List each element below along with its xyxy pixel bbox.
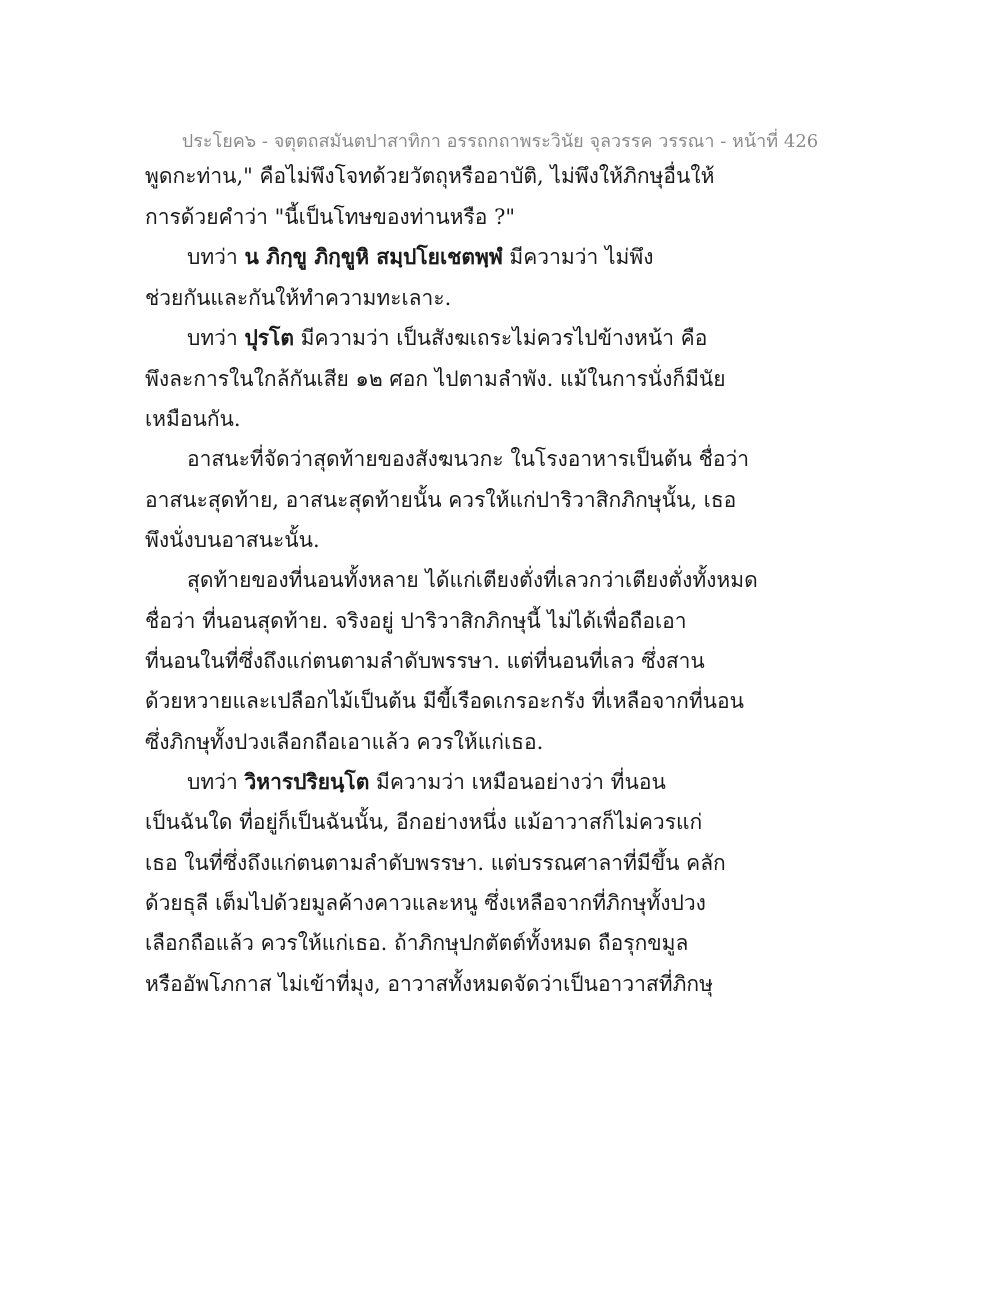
text-line: สุดท้ายของที่นอนทั้งหลาย ได้แก่เตียงตั่งที่เลวกว่าเตียงตั่งทั้งหมด xyxy=(187,568,758,592)
text-line: ชื่อว่า ที่นอนสุดท้าย. จริงอยู่ ปาริวาสิกภิกษุนี้ ไม่ได้เพื่อถือเอา xyxy=(145,609,687,633)
text-line: พูดกะท่าน," คือไม่พึงโจทด้วยวัตถุหรืออาบัติ, ไม่พึงให้ภิกษุอื่นให้ xyxy=(145,164,715,188)
text-line: ซึ่งภิกษุทั้งปวงเลือกถือเอาแล้ว ควรให้แก่เธอ. xyxy=(145,730,544,754)
text-line: เธอ ในที่ซึ่งถึงแก่ตนตามลำดับพรรษา. แต่บรรณศาลาที่มีขึ้น คลัก xyxy=(145,851,726,875)
bold-term: วิหารปริยนฺโต xyxy=(244,769,370,794)
text-line: อาสนะสุดท้าย, อาสนะสุดท้ายนั้น ควรให้แก่ปาริวาสิกภิกษุนั้น, เธอ xyxy=(145,488,737,512)
page-header: ประโยค๖ - จตุตถสมันตปาสาทิกา อรรถกถาพระวินัย จุลวรรค วรรณา - หน้าที่ 426 xyxy=(181,131,819,152)
text-line: ช่วยกันและกันให้ทำความทะเลาะ. xyxy=(145,286,452,310)
text-line: ที่นอนในที่ซึ่งถึงแก่ตนตามลำดับพรรษา. แต่ที่นอนที่เลว ซึ่งสาน xyxy=(145,649,705,673)
text-line: ด้วยหวายและเปลือกไม้เป็นต้น มีขี้เรือดเกรอะกรัง ที่เหลือจากที่นอน xyxy=(145,689,745,713)
text-line: เป็นฉันใด ที่อยู่ก็เป็นฉันนั้น, อีกอย่างหนึ่ง แม้อาวาสก็ไม่ควรแก่ xyxy=(145,810,703,834)
text-line: อาสนะที่จัดว่าสุดท้ายของสังฆนวกะ ในโรงอาหารเป็นต้น ชื่อว่า xyxy=(187,447,750,471)
text-line: เหมือนกัน. xyxy=(145,407,241,431)
text-line: ด้วยธุลี เต็มไปด้วยมูลค้างคาวและหนู ซึ่งเหลือจากที่ภิกษุทั้งปวง xyxy=(145,891,706,915)
text-line: เลือกถือแล้ว ควรให้แก่เธอ. ถ้าภิกษุปกตัตต์ทั้งหมด ถือรุกขมูล xyxy=(145,931,689,955)
text-line: การด้วยคำว่า "นี้เป็นโทษของท่านหรือ ?" xyxy=(145,205,516,229)
bold-term: น ภิกฺขู ภิกฺขูหิ สมฺปโยเชตพฺพํ xyxy=(244,244,503,269)
text-line: บทว่า น ภิกฺขู ภิกฺขูหิ สมฺปโยเชตพฺพํ มีความว่า ไม่พึง xyxy=(187,244,654,269)
text-line: บทว่า วิหารปริยนฺโต มีความว่า เหมือนอย่างว่า ที่นอน xyxy=(187,769,666,794)
text-line: บทว่า ปุรโต มีความว่า เป็นสังฆเถระไม่ควรไปข้างหน้า คือ xyxy=(187,325,708,350)
bold-term: ปุรโต xyxy=(244,325,294,350)
text-line: พึงละการในใกล้กันเสีย ๑๒ ศอก ไปตามลำพัง. แม้ในการนั่งก็มีนัย xyxy=(145,367,726,391)
text-line: พึงนั่งบนอาสนะนั้น. xyxy=(145,528,320,552)
text-line: หรืออัพโภกาส ไม่เข้าที่มุง, อาวาสทั้งหมดจัดว่าเป็นอาวาสที่ภิกษุ xyxy=(145,972,713,996)
